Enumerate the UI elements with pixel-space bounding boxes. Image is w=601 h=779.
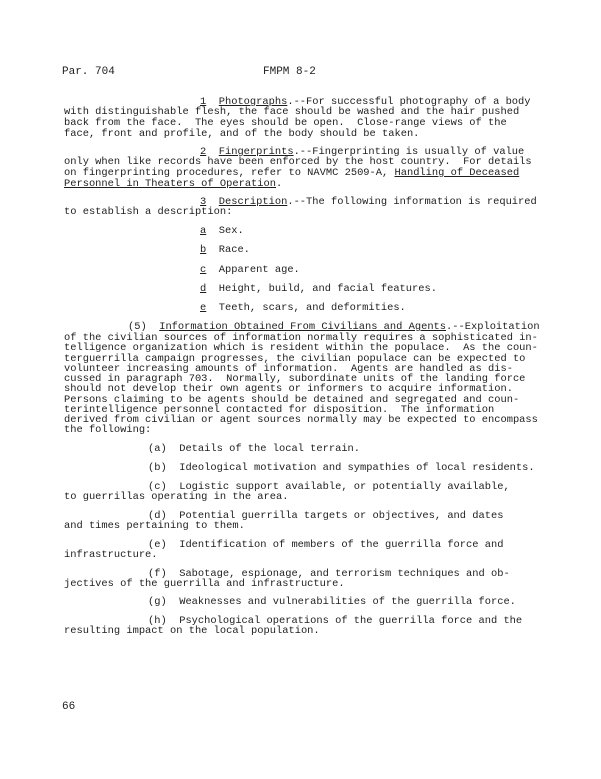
civilians-item-text: Logistic support available, or potentially available, xyxy=(179,481,510,493)
civilians-body-line: terguerrilla campaign progresses, the civilian populace can be expected to xyxy=(64,353,526,365)
fingerprints-number: 2 xyxy=(200,146,207,158)
civilians-item-c-continuation: to guerrillas operating in the area. xyxy=(64,491,289,503)
civilians-body-line: derived from civilian or agent sources normally may be expected to encompass xyxy=(64,414,538,426)
fingerprints-reference-title-1: Handling of Deceased xyxy=(394,167,520,179)
description-item-text: Race. xyxy=(218,244,250,256)
civilians-body-line: the following: xyxy=(64,424,152,436)
civilians-line-1 xyxy=(128,322,540,332)
photographs-text-1: .--For successful photography of a body xyxy=(287,96,531,108)
civilians-item-text: Details of the local terrain. xyxy=(179,443,361,455)
fingerprints-reference-title-2: Personnel in Theaters of Operation xyxy=(64,178,277,190)
civilians-item-label: (e) xyxy=(148,539,167,551)
page-number: 66 xyxy=(62,701,76,713)
description-item xyxy=(200,265,300,275)
description-item-letter: d xyxy=(200,283,207,295)
civilians-item-g xyxy=(148,597,516,607)
description-item-text: Apparent age. xyxy=(218,264,300,276)
fingerprints-line-3 xyxy=(64,168,519,178)
civilians-number: (5) xyxy=(128,321,147,333)
description-number: 3 xyxy=(200,196,207,208)
fingerprints-text-4b: . xyxy=(276,178,283,190)
description-line-1 xyxy=(200,197,537,207)
description-item-letter: b xyxy=(200,244,207,256)
fingerprints-text-3a: on fingerprinting procedures, refer to NAVMC 2509-A, xyxy=(64,167,395,179)
document-id: FMPM 8-2 xyxy=(263,66,316,78)
description-item-text: Teeth, scars, and deformities. xyxy=(218,302,406,314)
civilians-body-line: cussed in paragraph 703. Normally, subordinate units of the landing force xyxy=(64,373,526,385)
civilians-text-1: .--Exploitation xyxy=(446,321,540,333)
civilians-body-line: telligence organization which is resident within the populace. As the coun- xyxy=(64,342,538,354)
photographs-number: 1 xyxy=(200,96,207,108)
civilians-item-e xyxy=(148,540,503,550)
civilians-item-label: (g) xyxy=(148,596,167,608)
civilians-heading: Information Obtained From Civilians and Agents xyxy=(159,321,447,333)
fingerprints-text-1: .--Fingerprinting is usually of value xyxy=(293,146,525,158)
civilians-item-label: (f) xyxy=(148,568,167,580)
civilians-item-d-continuation: and times pertaining to them. xyxy=(64,520,245,532)
civilians-item-label: (d) xyxy=(148,510,167,522)
photographs-line-2: with distinguishable flesh, the face should be washed and the hair pushed xyxy=(64,106,520,118)
description-item-letter: a xyxy=(200,225,207,237)
photographs-heading: Photographs xyxy=(218,96,288,108)
civilians-item-h-continuation: resulting impact on the local population. xyxy=(64,625,320,637)
fingerprints-line-4 xyxy=(64,179,282,189)
civilians-item-text: Ideological motivation and sympathies of local residents. xyxy=(179,462,535,474)
civilians-body-line: terintelligence personnel contacted for disposition. The information xyxy=(64,404,495,416)
description-item xyxy=(200,245,250,255)
description-line-2: to establish a description: xyxy=(64,206,233,218)
civilians-item-f-continuation: jectives of the guerrilla and infrastructure. xyxy=(64,578,345,590)
description-heading: Description xyxy=(218,196,288,208)
description-item-text: Sex. xyxy=(218,225,244,237)
description-item-letter: c xyxy=(200,264,207,276)
description-item xyxy=(200,303,406,313)
description-item xyxy=(200,284,437,294)
photographs-line-3: back from the face. The eyes should be open. Close-range views of the xyxy=(64,117,507,129)
civilians-item-text: Weaknesses and vulnerabilities of the guerrilla force. xyxy=(179,596,516,608)
paragraph-reference: Par. 704 xyxy=(62,66,115,78)
description-text-1: .--The following information is required xyxy=(287,196,537,208)
civilians-item-text: Identification of members of the guerrilla force and xyxy=(179,539,504,551)
civilians-item-label: (a) xyxy=(148,443,167,455)
description-item-letter: e xyxy=(200,302,207,314)
civilians-item-text: Psychological operations of the guerrilla force and the xyxy=(179,615,523,627)
civilians-item-b xyxy=(148,463,535,473)
description-item xyxy=(200,226,244,236)
civilians-body-line: Persons claiming to be agents should be detained and segregated and coun- xyxy=(64,394,520,406)
civilians-item-label: (b) xyxy=(148,462,167,474)
civilians-item-label: (h) xyxy=(148,615,167,627)
fingerprints-line-2: only when like records have been enforced by the host country. For details xyxy=(64,156,532,168)
civilians-body-line: should not develop their own agents or informers to acquire information. xyxy=(64,383,513,395)
civilians-item-text: Potential guerrilla targets or objectives, and dates xyxy=(179,510,504,522)
civilians-item-e-continuation: infrastructure. xyxy=(64,549,158,561)
civilians-body-line: volunteer increasing amounts of information. Agents are handled as dis- xyxy=(64,363,513,375)
fingerprints-heading: Fingerprints xyxy=(218,146,294,158)
civilians-item-label: (c) xyxy=(148,481,167,493)
civilians-body-line: of the civilian sources of information normally requires a sophisticated in- xyxy=(64,332,538,344)
photographs-line-4: face, front and profile, and of the body should be taken. xyxy=(64,128,420,140)
description-item-text: Height, build, and facial features. xyxy=(218,283,437,295)
civilians-item-a xyxy=(148,444,360,454)
civilians-item-text: Sabotage, espionage, and terrorism techniques and ob- xyxy=(179,568,510,580)
